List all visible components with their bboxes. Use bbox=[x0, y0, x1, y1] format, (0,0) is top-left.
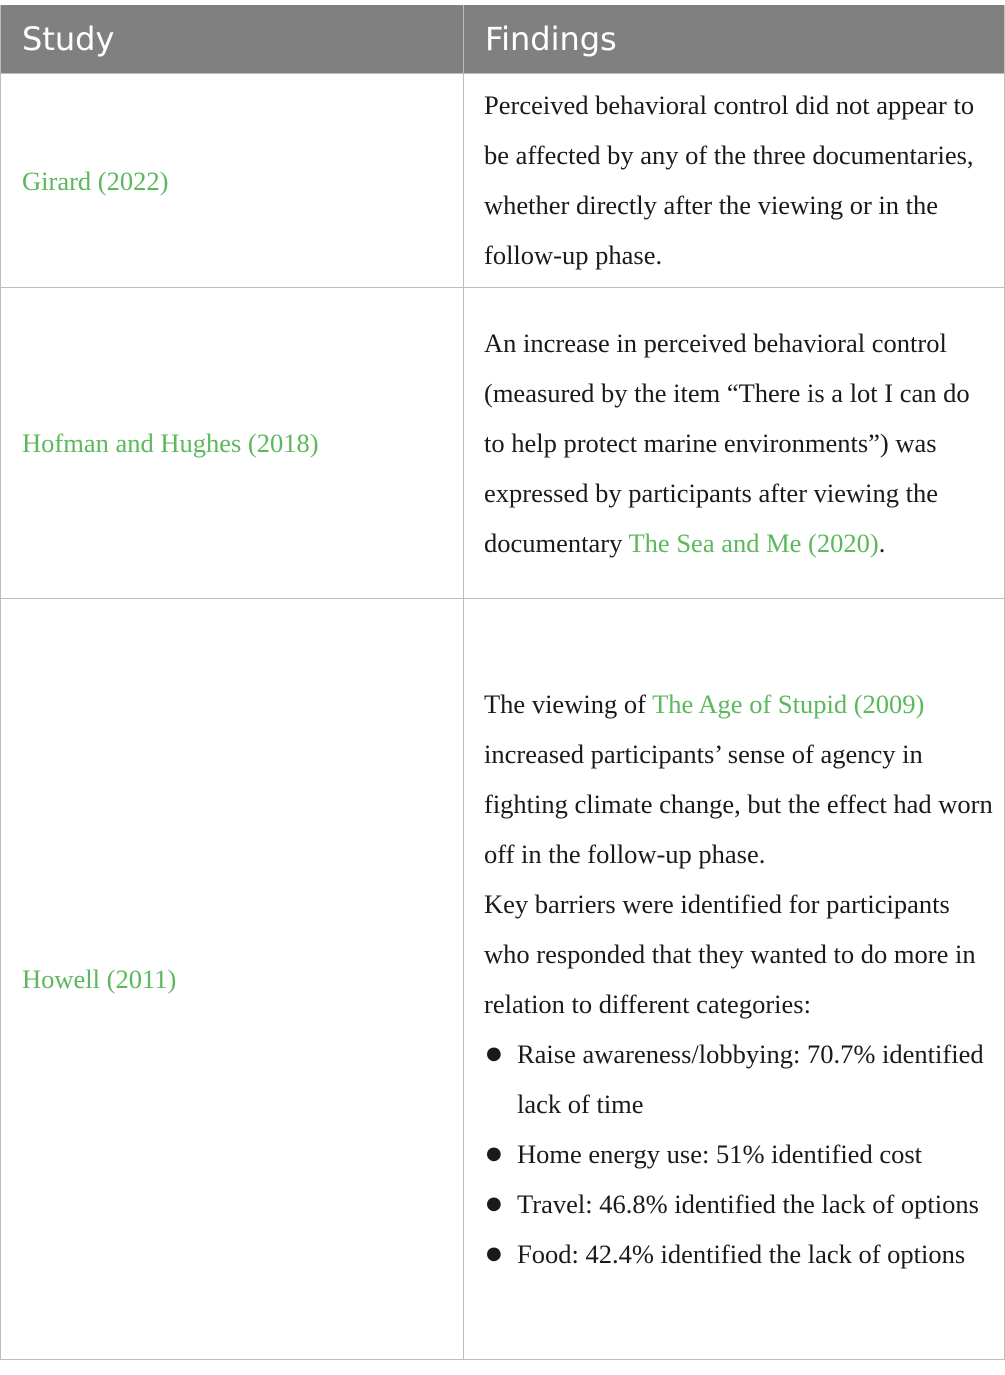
list-item-text: Food: 42.4% identified the lack of options bbox=[517, 1238, 966, 1269]
bullet-icon: ● bbox=[486, 1042, 502, 1064]
list-item bbox=[484, 1029, 994, 1129]
list-item bbox=[484, 1129, 994, 1179]
barriers-list bbox=[484, 1029, 994, 1279]
study-link-hofman-hughes[interactable]: Hofman and Hughes (2018) bbox=[1, 288, 464, 599]
findings-cell bbox=[464, 288, 1005, 599]
findings-text: The viewing of bbox=[484, 688, 646, 719]
findings-text: increased participants’ sense of agency in fighting climate change, but the effect had worn off in the follow-up phase. bbox=[484, 738, 993, 869]
study-link-howell[interactable]: Howell (2011) bbox=[1, 599, 464, 1360]
findings-punctuation: . bbox=[878, 527, 886, 558]
table-header-row bbox=[1, 5, 1005, 74]
findings-text: An increase in perceived behavioral control (measured by the item “There is a lot I can do to help protect marine environments”) was expressed by participants after viewing the documentary bbox=[484, 327, 970, 558]
bullet-icon: ● bbox=[486, 1242, 502, 1264]
findings-text: Perceived behavioral control did not appear to be affected by any of the three documentaries, whether directly after the viewing or in the follow-up phase. bbox=[484, 90, 975, 270]
documentary-link-sea-and-me[interactable]: The Sea and Me (2020) bbox=[628, 527, 879, 558]
list-item bbox=[484, 1229, 994, 1279]
table-row bbox=[1, 288, 1005, 599]
bullet-icon: ● bbox=[486, 1192, 502, 1214]
list-item-text: Home energy use: 51% identified cost bbox=[517, 1138, 923, 1169]
list-item-text: Raise awareness/lobbying: 70.7% identified lack of time bbox=[517, 1038, 984, 1119]
findings-table bbox=[0, 5, 1005, 1360]
list-item bbox=[484, 1179, 994, 1229]
column-header-study: Study bbox=[1, 5, 464, 74]
findings-cell bbox=[464, 599, 1005, 1360]
bullet-icon: ● bbox=[486, 1142, 502, 1164]
column-header-findings: Findings bbox=[464, 5, 1005, 74]
study-link-girard[interactable]: Girard (2022) bbox=[1, 74, 464, 288]
list-item-text: Travel: 46.8% identified the lack of options bbox=[517, 1188, 979, 1219]
findings-cell bbox=[464, 74, 1005, 288]
findings-paragraph bbox=[484, 679, 994, 879]
documentary-link-age-of-stupid[interactable]: The Age of Stupid (2009) bbox=[652, 688, 925, 719]
findings-paragraph: Key barriers were identified for participants who responded that they wanted to do more in relation to different categories: bbox=[484, 888, 976, 1019]
table-row bbox=[1, 74, 1005, 288]
table-row bbox=[1, 599, 1005, 1360]
